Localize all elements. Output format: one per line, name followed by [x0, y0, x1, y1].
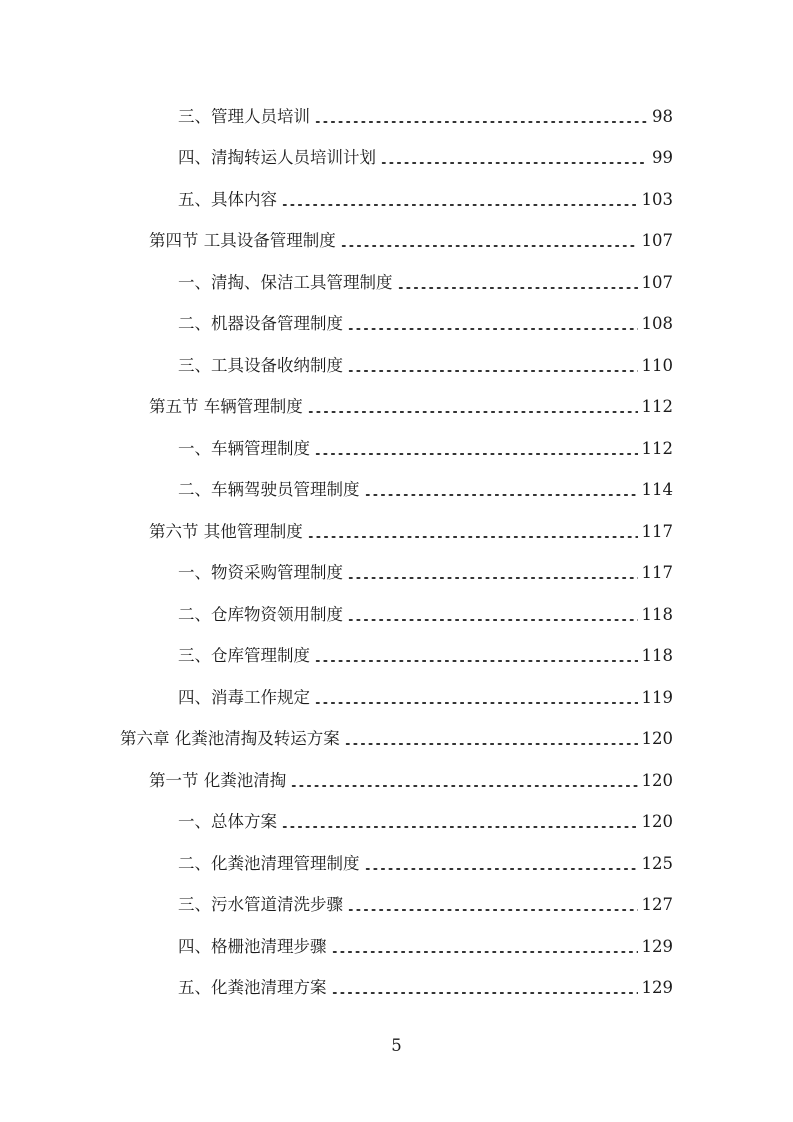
toc-entry[interactable]: [0, 594, 793, 636]
dot-leader: [290, 771, 637, 791]
toc-entry-page: 107: [641, 272, 673, 292]
dot-leader: [331, 978, 638, 998]
toc-entry-title: 三、管理人员培训: [178, 106, 310, 126]
dot-leader: [281, 812, 638, 832]
toc-entry-title: 一、车辆管理制度: [178, 438, 310, 458]
toc-entry-page: 107: [641, 231, 673, 251]
toc-entry[interactable]: [0, 262, 793, 304]
toc-entry[interactable]: [0, 760, 793, 802]
toc-entry-title: 第六节 其他管理制度: [149, 521, 303, 541]
toc-entry[interactable]: [0, 636, 793, 678]
dot-leader: [347, 356, 638, 376]
toc-entry-page: 120: [641, 770, 673, 790]
toc-entry-page: 120: [641, 812, 673, 832]
toc-entry[interactable]: [0, 221, 793, 263]
toc-entry[interactable]: [0, 677, 793, 719]
page-number: 5: [391, 1036, 402, 1055]
toc-entry-title: 二、机器设备管理制度: [178, 314, 343, 334]
toc-entry[interactable]: [0, 802, 793, 844]
dot-leader: [347, 314, 638, 334]
toc-entry-page: 108: [641, 314, 673, 334]
toc-entry-page: 125: [641, 853, 673, 873]
toc-entry[interactable]: [0, 553, 793, 595]
toc-entry[interactable]: [0, 470, 793, 512]
toc-entry-title: 四、格栅池清理步骤: [178, 936, 327, 956]
toc-entry[interactable]: [0, 96, 793, 138]
toc-entry-title: 第六章 化粪池清掏及转运方案: [120, 729, 340, 749]
dot-leader: [347, 605, 638, 625]
dot-leader: [314, 107, 647, 127]
dot-leader: [364, 480, 638, 500]
toc-entry-page: 110: [641, 355, 673, 375]
dot-leader: [307, 397, 638, 417]
toc-entry[interactable]: [0, 428, 793, 470]
toc-entry-page: 117: [641, 563, 673, 583]
toc-entry-page: 112: [641, 438, 673, 458]
toc-entry-title: 五、化粪池清理方案: [178, 978, 327, 998]
dot-leader: [331, 937, 638, 957]
dot-leader: [347, 895, 638, 915]
toc-entry[interactable]: [0, 843, 793, 885]
toc-entry[interactable]: [0, 345, 793, 387]
toc-entry-title: 第四节 工具设备管理制度: [149, 231, 336, 251]
toc-entry[interactable]: [0, 138, 793, 180]
toc-entry-title: 第五节 车辆管理制度: [149, 397, 303, 417]
toc-entry-page: 118: [641, 646, 673, 666]
toc-entry-page: 99: [652, 148, 673, 168]
toc-entry-title: 四、消毒工作规定: [178, 687, 310, 707]
dot-leader: [380, 148, 647, 168]
toc-entry[interactable]: [0, 179, 793, 221]
dot-leader: [314, 439, 638, 459]
toc-entry-page: 103: [641, 189, 673, 209]
toc-entry-title: 三、仓库管理制度: [178, 646, 310, 666]
dot-leader: [344, 729, 638, 749]
toc-entry-title: 五、具体内容: [178, 189, 277, 209]
toc-entry-title: 三、工具设备收纳制度: [178, 355, 343, 375]
toc-entry-title: 四、清掏转运人员培训计划: [178, 148, 376, 168]
dot-leader: [281, 190, 638, 210]
dot-leader: [340, 231, 638, 251]
toc-entry-page: 114: [641, 480, 673, 500]
toc-entry[interactable]: [0, 968, 793, 1010]
dot-leader: [307, 522, 638, 542]
dot-leader: [314, 688, 638, 708]
dot-leader: [314, 646, 638, 666]
toc-entry-title: 一、清掏、保洁工具管理制度: [178, 272, 393, 292]
toc-entry[interactable]: [0, 885, 793, 927]
toc-entry-title: 一、总体方案: [178, 812, 277, 832]
toc-entry[interactable]: [0, 719, 793, 761]
dot-leader: [364, 854, 638, 874]
dot-leader: [397, 273, 638, 293]
toc-entry-page: 129: [641, 978, 673, 998]
toc-entry-title: 二、化粪池清理管理制度: [178, 853, 360, 873]
toc-entry-title: 二、车辆驾驶员管理制度: [178, 480, 360, 500]
dot-leader: [347, 563, 638, 583]
toc-entry[interactable]: [0, 511, 793, 553]
toc-entry-page: 112: [641, 397, 673, 417]
toc-entry-page: 127: [641, 895, 673, 915]
toc-entry-page: 120: [641, 729, 673, 749]
table-of-contents: [0, 96, 793, 1009]
toc-entry-page: 117: [641, 521, 673, 541]
toc-entry-page: 98: [652, 106, 673, 126]
toc-entry-title: 第一节 化粪池清掏: [149, 770, 287, 790]
toc-entry[interactable]: [0, 926, 793, 968]
toc-entry-page: 119: [641, 687, 673, 707]
toc-entry-title: 一、物资采购管理制度: [178, 563, 343, 583]
toc-entry-page: 129: [641, 936, 673, 956]
toc-entry-title: 三、污水管道清洗步骤: [178, 895, 343, 915]
toc-entry-page: 118: [641, 604, 673, 624]
toc-entry[interactable]: [0, 387, 793, 429]
toc-entry-title: 二、仓库物资领用制度: [178, 604, 343, 624]
toc-entry[interactable]: [0, 304, 793, 346]
